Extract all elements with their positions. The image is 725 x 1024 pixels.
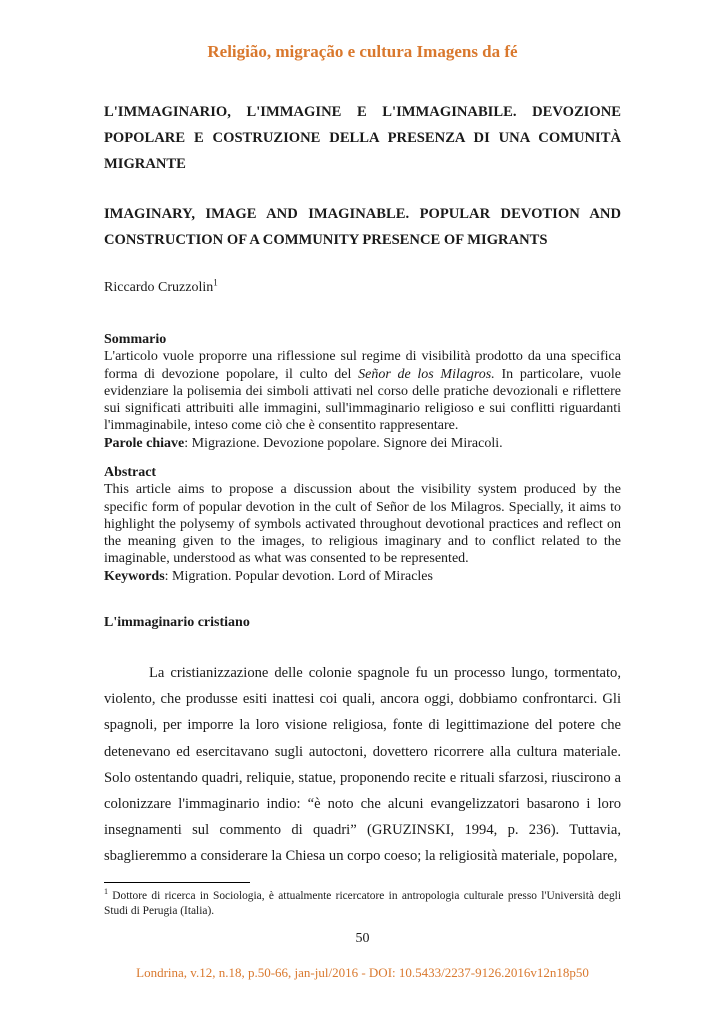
sommario-text-italic: Señor de los Milagros. — [358, 366, 495, 382]
abstract-keywords-label: Keywords — [104, 568, 165, 584]
sommario-text-part1: L'articolo vuole proporre una riflessione sul regime di visibilità prodotto da una specifica forma di devozione popolare, il culto del — [104, 349, 621, 382]
sommario-keywords-label: Parole chiave — [104, 435, 185, 451]
author-name: Riccardo Cruzzolin — [104, 280, 214, 295]
abstract-keywords — [104, 568, 621, 585]
author-line — [104, 277, 621, 296]
footnote-divider — [104, 882, 250, 883]
author-footnote-mark[interactable]: 1 — [213, 277, 218, 288]
abstract-heading: Abstract — [104, 465, 157, 480]
body-paragraph: La cristianizzazione delle colonie spagnole fu un processo lungo, tormentato, violento, che produsse esiti inattesi coi quali, ancora oggi, dobbiamo confrontarci. Gli spagnoli, per imporre la loro visione religiosa, fonte di legittimazione del potere che detenevano ed esercitavano sugli autoctoni, dovettero ricorrere alla cultura materiale. Solo ostentando quadri, reliquie, statue, proponendo recite e rituali sfarzosi, riuscirono a colonizzare l'immaginario indio: “è noto che alcuni evangelizzatori basarono i loro insegnamenti sul commento di quadri” (GRUZINSKI, 1994, p. 236). Tuttavia, sbaglieremmo a considerare la Chiesa un corpo coeso; la religiosità materiale, popolare, — [104, 665, 621, 865]
abstract-block — [104, 464, 621, 585]
body-paragraph-block — [104, 660, 621, 870]
sommario-keywords — [104, 435, 621, 452]
journal-citation-footer: Londrina, v.12, n.18, p.50-66, jan-jul/2016 - DOI: 10.5433/2237-9126.2016v12n18p50 — [136, 965, 589, 980]
sommario-heading: Sommario — [104, 332, 167, 347]
article-title-italian: L'IMMAGINARIO, L'IMMAGINE E L'IMMAGINABILE. DEVOZIONE POPOLARE E COSTRUZIONE DELLA PRESENZA DI UNA COMUNITÀ MIGRANTE — [104, 104, 621, 172]
section-title: L'immaginario cristiano — [104, 615, 250, 630]
footnote-text: Dottore di ricerca in Sociologia, è attualmente ricercatore in antropologia culturale presso l'Università degli Studi di Perugia (Italia). — [104, 890, 621, 917]
abstract-text: This article aims to propose a discussion about the visibility system produced by the specific form of popular devotion in the cult of Señor de los Milagros. Specially, it aims to highlight the polysemy of symbols activated throughout devotional practices and reflect on the meaning given to the images, to religious imaginary and to conflict related to the imaginable, understood as what was consented to be represented. — [104, 482, 621, 567]
footnote-mark: 1 — [104, 887, 108, 897]
article-title-english: IMAGINARY, IMAGE AND IMAGINABLE. POPULAR DEVOTION AND CONSTRUCTION OF A COMMUNITY PRESENCE OF MIGRANTS — [104, 206, 621, 248]
sommario-block — [104, 331, 621, 452]
journal-section-header: Religião, migração e cultura Imagens da fé — [207, 42, 518, 61]
sommario-text-part2: In particolare, vuole evidenziare la polisemia dei simboli attivati nel corso delle pratiche devozionali e riflettere sui significati attribuiti alle immagini, sull'immaginario religioso e sui conflitti riguardanti l'immaginabile, inteso come ciò che è consentito rappresentare. — [104, 366, 621, 434]
sommario-keywords-list: : Migrazione. Devozione popolare. Signore dei Miracoli. — [184, 435, 503, 451]
sommario-text — [104, 348, 621, 434]
page-number: 50 — [355, 931, 370, 946]
footnote — [104, 889, 621, 919]
abstract-keywords-list: : Migration. Popular devotion. Lord of Miracles — [164, 568, 433, 584]
